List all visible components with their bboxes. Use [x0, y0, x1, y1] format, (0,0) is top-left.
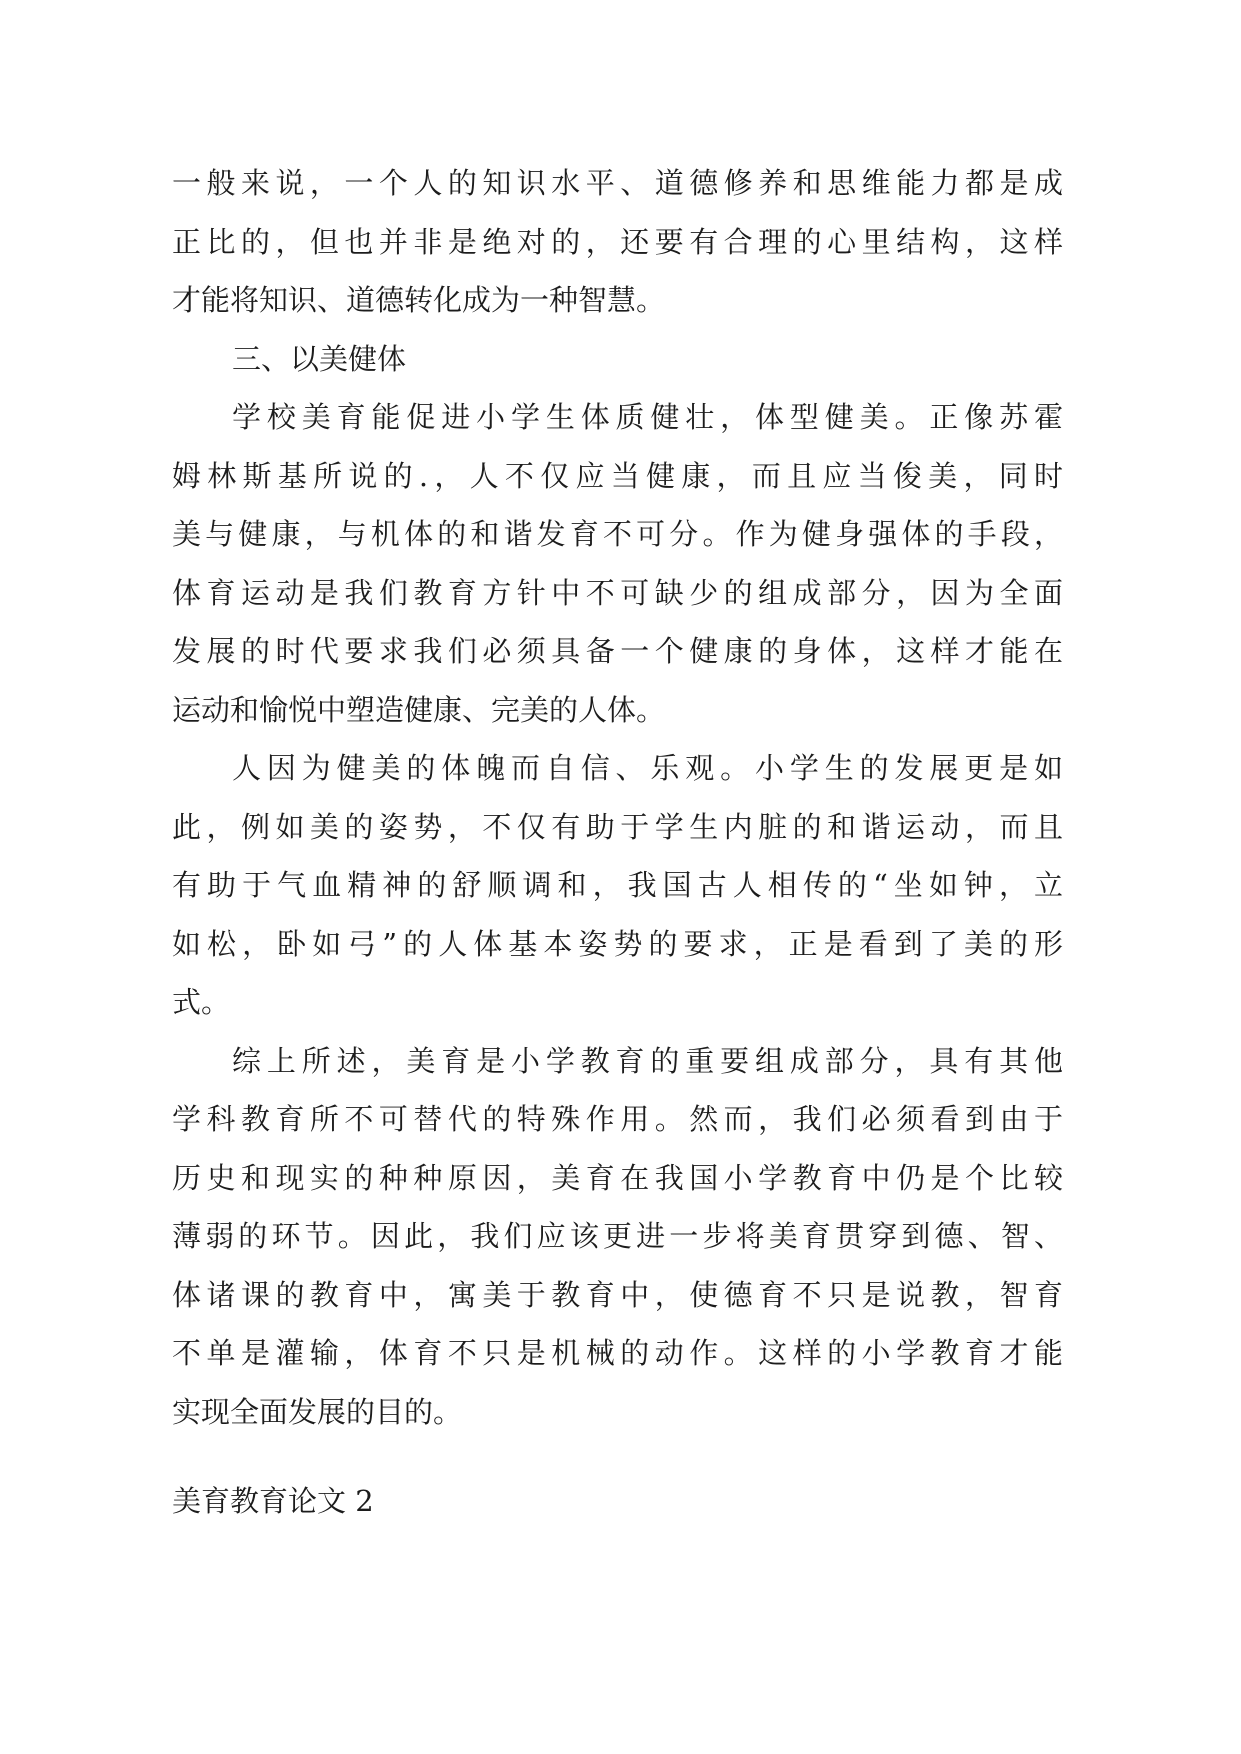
article-title: 美育教育论文 2: [172, 1484, 374, 1518]
paragraph: [172, 1032, 1063, 1442]
paragraph-continuation: [172, 154, 1063, 330]
text-line: 姆林斯基所说的.，人不仅应当健康，而且应当俊美，同时: [172, 458, 1063, 493]
text-line: 美与健康，与机体的和谐发育不可分。作为健身强体的手段，: [172, 517, 1063, 551]
text-line: 历史和现实的种种原因，美育在我国小学教育中仍是个比较: [172, 1160, 1063, 1195]
text-line: 才能将知识、道德转化成为一种智慧。: [172, 283, 666, 317]
paragraph: [172, 739, 1063, 1032]
text-line: 有助于气血精神的舒顺调和，我国古人相传的“坐如钟，立: [172, 868, 1063, 902]
text-line: 发展的时代要求我们必须具备一个健康的身体，这样才能在: [172, 634, 1063, 668]
section-heading: 三、以美健体: [232, 341, 407, 376]
text-line: 此，例如美的姿势，不仅有助于学生内脏的和谐运动，而且: [172, 809, 1063, 844]
text-line: 一般来说，一个人的知识水平、道德修养和思维能力都是成: [172, 166, 1063, 200]
text-line: 人因为健美的体魄而自信、乐观。小学生的发展更是如: [232, 751, 1063, 785]
text-line: 运动和愉悦中塑造健康、完美的人体。: [172, 692, 666, 727]
paragraph: [172, 388, 1063, 739]
text-line: 不单是灌输，体育不只是机械的动作。这样的小学教育才能: [172, 1336, 1063, 1370]
text-line: 如松，卧如弓”的人体基本姿势的要求，正是看到了美的形: [172, 926, 1063, 961]
text-line: 正比的，但也并非是绝对的，还要有合理的心里结构，这样: [172, 224, 1063, 259]
text-line: 薄弱的环节。因此，我们应该更进一步将美育贯穿到德、智、: [172, 1219, 1063, 1253]
text-line: 学科教育所不可替代的特殊作用。然而，我们必须看到由于: [172, 1102, 1063, 1136]
text-line: 学校美育能促进小学生体质健壮，体型健美。正像苏霍: [232, 400, 1063, 434]
text-line: 综上所述，美育是小学教育的重要组成部分，具有其他: [232, 1043, 1063, 1078]
text-line: 实现全面发展的目的。: [172, 1394, 463, 1429]
text-line: 式。: [172, 985, 231, 1019]
text-line: 体育运动是我们教育方针中不可缺少的组成部分，因为全面: [172, 575, 1063, 610]
text-line: 体诸课的教育中，寓美于教育中，使德育不只是说教，智育: [172, 1277, 1063, 1312]
document-body: [172, 154, 1063, 1441]
